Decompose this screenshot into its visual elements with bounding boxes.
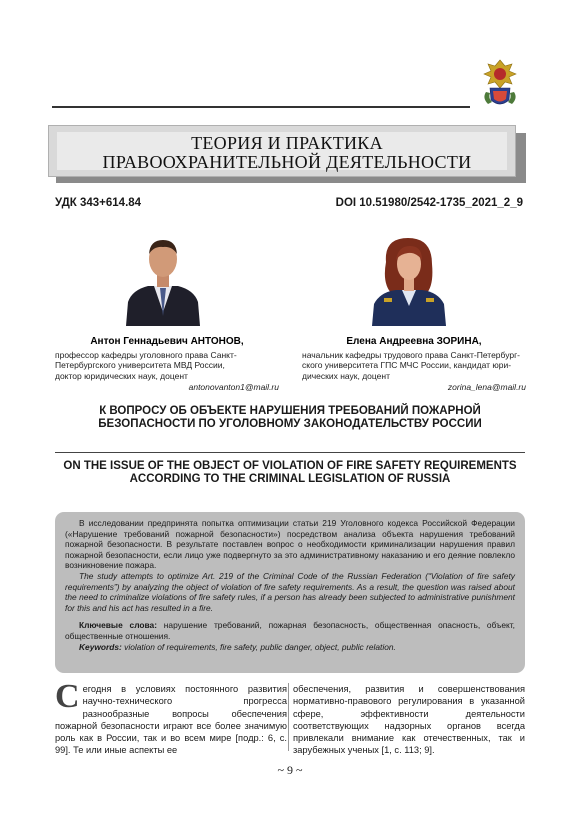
- page-number: ~ 9 ~: [277, 763, 303, 777]
- author-block-antonov: [55, 337, 279, 393]
- journal-title-line1: ТЕОРИЯ И ПРАКТИКА: [191, 133, 383, 153]
- keywords-en-label: Keywords:: [79, 641, 122, 652]
- article-title-en: ON THE ISSUE OF THE OBJECT OF VIOLATION OF FIRE SAFETY REQUIREMENTS ACCORDING TO THE CRIMINAL LEGISLATION OF RUSSIA: [63, 460, 517, 485]
- article-title-ru: К ВОПРОСУ ОБ ОБЪЕКТЕ НАРУШЕНИЯ ТРЕБОВАНИЙ ПОЖАРНОЙ БЕЗОПАСНОСТИ ПО УГОЛОВНОМУ ЗАКОНОДАТЕЛЬСТВУ РОССИИ: [98, 405, 482, 430]
- udk-code: УДК 343+614.84: [55, 197, 142, 209]
- author-block-zorina: [302, 337, 526, 393]
- body-column-1: [55, 678, 287, 757]
- abstract-box: [55, 512, 525, 673]
- header-rule: [52, 106, 470, 108]
- author-name: Антон Геннадьевич АНТОНОВ,: [90, 336, 244, 347]
- author-photo-zorina: [370, 232, 448, 326]
- author-email[interactable]: zorina_lena@mail.ru: [447, 382, 526, 392]
- body-text-col1: егодня в условиях постоянного развития научно-технического прогресса разнообразные вопросы обеспечения пожарной безопасности играют все более значимую роль как в России, так и во всем мире [подр.: 6, с. 99]. Те или иные аспекты ее: [55, 684, 287, 756]
- body-column-2: [293, 683, 525, 757]
- title-divider: [55, 452, 525, 453]
- column-divider: [288, 683, 289, 751]
- keywords-en: [65, 642, 515, 653]
- body-text-col2: обеспечения, развития и совершенствования нормативно-правового регулирования в указанной сфере, эффективности деятельности соответствующих надзорных органов всегда привлекали внимание как отечественных, так и зарубежных ученых [1, с. 113; 9].: [293, 684, 525, 756]
- abstract-en: The study attempts to optimize Art. 219 of the Criminal Code of the Russian Federation (“Violation of fire safety requirements”) by analyzing the object of violation of fire safety requirements. As a result, the question was raised about the need to criminalize violations of fire safety rules, if a person has already been subjected to administrative punishment for this and his act has resulted in a fire.: [65, 570, 515, 613]
- author-description: профессор кафедры уголовного права Санкт- Петербургского университета МВД России, доктор юридических наук, доцент: [55, 349, 237, 381]
- keywords-en-text: violation of requirements, fire safety, public danger, object, public relation.: [121, 641, 396, 652]
- abstract-ru: В исследовании предпринята попытка оптимизации статьи 219 Уголовного кодекса Российской Федерации («Нарушение требований пожарной безопасности») посредством анализа объекта нарушения требований пожарной безопасности. В результате поставлен вопрос о необходимости криминализации нарушения правил пожарной безопасности, если лицо уже подвергнуто за это административному наказанию и его деяние повлекло возникновение пожара.: [65, 518, 515, 571]
- keywords-ru-label: Ключевые слова:: [79, 620, 157, 631]
- police-emblem-icon: [478, 58, 522, 110]
- drop-cap: С: [55, 678, 80, 715]
- keywords-ru-text: нарушение требований, пожарная безопасность, общественная опасность, объект, общественные отношения.: [65, 620, 515, 641]
- author-photo-antonov: [124, 232, 202, 326]
- author-email[interactable]: antonovanton1@mail.ru: [188, 382, 279, 392]
- keywords-ru: [65, 620, 515, 641]
- author-name: Елена Андреевна ЗОРИНА,: [346, 336, 482, 347]
- author-description: начальник кафедры трудового права Санкт-Петербург- ского университета ГПС МЧС России, кандидат юри- дических наук, доцент: [302, 349, 521, 381]
- journal-title-line2: ПРАВООХРАНИТЕЛЬНОЙ ДЕЯТЕЛЬНОСТИ: [102, 152, 472, 172]
- doi-code: DOI 10.51980/2542-1735_2021_2_9: [335, 197, 523, 209]
- journal-banner: [48, 125, 526, 183]
